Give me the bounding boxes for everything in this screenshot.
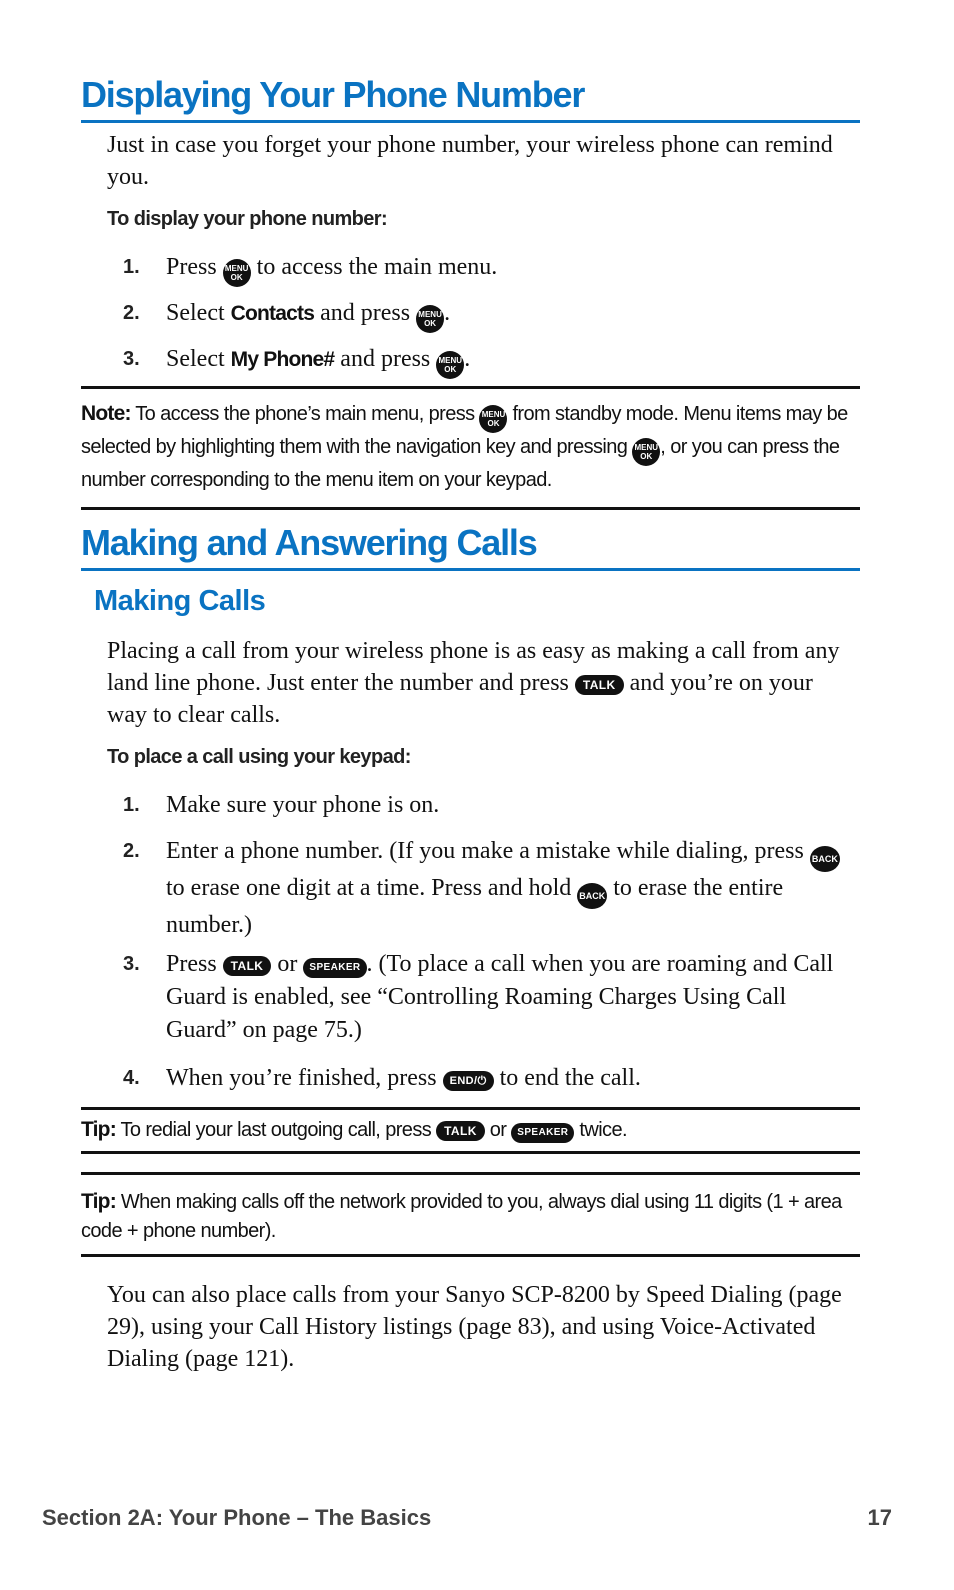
step-text: to end the call. <box>493 1065 641 1091</box>
end-power-key-icon: END/⏻ <box>443 1071 494 1091</box>
procedure-lead: To display your phone number: <box>107 208 388 230</box>
procedure-lead: To place a call using your keypad: <box>107 746 411 768</box>
step-text: to access the main menu. <box>250 254 498 280</box>
step-text: and press <box>334 346 437 372</box>
page-footer <box>42 1505 892 1531</box>
step-number: 1. <box>123 794 140 816</box>
step-1 <box>123 789 853 822</box>
tip-box-dialing <box>81 1172 860 1257</box>
step-text: and press <box>314 300 417 326</box>
step-text: Select <box>166 346 231 372</box>
step-number: 3. <box>123 348 140 370</box>
step-text: to erase one digit at a time. Press and hold <box>166 875 578 901</box>
step-text: Make sure your phone is on. <box>166 792 440 818</box>
step-text: . (To place a call when you are roaming and Call Guard is enabled, see “Controlling Roaming Charges Using Call Guard” on page 75.) <box>166 951 834 1043</box>
menu-item-my-phone: My Phone# <box>230 348 335 371</box>
step-text: Press <box>166 254 223 280</box>
step-4 <box>123 1062 853 1095</box>
note-box <box>81 386 860 510</box>
step-text: When you’re finished, press <box>166 1065 443 1091</box>
talk-key-icon: TALK <box>575 675 624 695</box>
talk-key-icon: TALK <box>436 1121 485 1141</box>
note-text: from standby mode. Menu items may be selected by highlighting them with the navigation key and pressing <box>81 403 848 458</box>
tip-text: When making calls off the network provided to you, always dial using 11 digits (1 + area code + phone number). <box>81 1191 842 1242</box>
step-1 <box>123 251 853 287</box>
menu-ok-key-icon: MENU OK <box>632 438 660 466</box>
step-3 <box>123 343 853 379</box>
making-calls-paragraph: Placing a call from your wireless phone is as easy as making a call from any land line phone. Just enter the number and press TALK and you’re on your way to clear calls. <box>107 638 840 728</box>
page-number: 17 <box>867 1505 892 1530</box>
section-heading-making-answering: Making and Answering Calls <box>81 522 860 571</box>
intro-paragraph: Just in case you forget your phone number, your wireless phone can remind you. <box>107 132 833 190</box>
step-number: 3. <box>123 953 140 975</box>
step-3 <box>123 948 853 1047</box>
note-label: Note: <box>81 402 131 425</box>
back-key-icon: BACK <box>577 883 607 909</box>
speaker-key-icon: SPEAKER <box>511 1123 574 1143</box>
closing-paragraph: You can also place calls from your Sanyo SCP-8200 by Speed Dialing (page 29), using your Call History listings (page 83), and using Voice-Activated Dialing (page 121). <box>107 1282 842 1372</box>
step-2 <box>123 297 853 333</box>
tip-text: or <box>484 1119 512 1141</box>
tip-box-redial <box>81 1107 860 1154</box>
step-text: to erase the entire number.) <box>166 875 784 938</box>
step-number: 4. <box>123 1067 140 1089</box>
menu-ok-key-icon: MENU OK <box>223 259 251 287</box>
footer-section-title: Section 2A: Your Phone – The Basics <box>42 1505 432 1530</box>
step-number: 2. <box>123 302 140 324</box>
note-text: , or you can press the number corresponding to the menu item on your keypad. <box>81 436 840 491</box>
step-number: 1. <box>123 256 140 278</box>
tip-label: Tip: <box>81 1118 116 1141</box>
tip-text: To redial your last outgoing call, press <box>115 1119 437 1141</box>
step-text: Press <box>166 951 223 977</box>
section-heading-display-number: Displaying Your Phone Number <box>81 74 860 123</box>
speaker-key-icon: SPEAKER <box>303 958 366 978</box>
tip-text: twice. <box>574 1119 627 1141</box>
step-2 <box>123 835 853 942</box>
menu-ok-key-icon: MENU OK <box>416 305 444 333</box>
menu-item-contacts: Contacts <box>230 302 315 325</box>
menu-ok-key-icon: MENU OK <box>436 351 464 379</box>
tip-label: Tip: <box>81 1190 116 1213</box>
step-text: or <box>271 951 304 977</box>
menu-ok-key-icon: MENU OK <box>479 405 507 433</box>
note-text: To access the phone’s main menu, press <box>130 403 480 425</box>
subheading-making-calls: Making Calls <box>94 585 266 617</box>
step-text: Enter a phone number. (If you make a mistake while dialing, press <box>166 838 810 864</box>
step-text: Select <box>166 300 231 326</box>
step-text: . <box>464 346 471 372</box>
back-key-icon: BACK <box>810 846 840 872</box>
talk-key-icon: TALK <box>223 956 272 976</box>
step-text: . <box>444 300 451 326</box>
step-number: 2. <box>123 840 140 862</box>
